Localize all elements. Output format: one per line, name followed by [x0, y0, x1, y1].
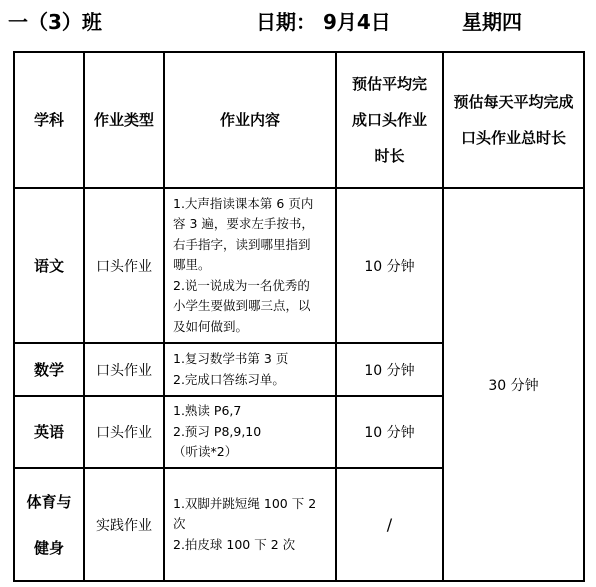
duration-cell: /	[336, 468, 443, 581]
content-cell	[164, 188, 336, 343]
content-line: 2.拍皮球 100 下 2 次	[173, 536, 296, 552]
header-avg-time-line: 时长	[374, 147, 405, 165]
type-cell: 实践作业	[84, 468, 164, 581]
type-cell: 口头作业	[84, 343, 164, 396]
subject-cell: 数学	[14, 343, 84, 396]
subject-line: 健身	[33, 538, 64, 557]
homework-table	[13, 51, 585, 582]
header-content: 作业内容	[164, 52, 336, 188]
header-subject: 学科	[14, 52, 84, 188]
content-line: 右手指字，读到哪里指到	[173, 236, 311, 252]
content-line: 2.完成口答练习单。	[173, 371, 285, 387]
subject-cell	[14, 468, 84, 581]
class-name: 一（3）班	[8, 10, 102, 34]
header-daily-total-line: 口头作业总时长	[460, 129, 566, 147]
subject-cell: 英语	[14, 396, 84, 468]
header-type: 作业类型	[84, 52, 164, 188]
header-daily-total	[443, 52, 584, 188]
daily-total-cell: 30 分钟	[443, 188, 584, 581]
date-label: 日期： 9月4日	[256, 10, 391, 34]
content-line: 哪里。	[173, 257, 211, 273]
content-line: 2.预习 P8,9,10	[173, 423, 262, 439]
weekday-label: 星期四	[462, 10, 522, 34]
content-line: 及如何做到。	[173, 318, 249, 334]
header-avg-time-line: 成口头作业	[351, 111, 427, 129]
table-header-row	[14, 52, 584, 188]
content-cell	[164, 396, 336, 468]
header-avg-time	[336, 52, 443, 188]
type-cell: 口头作业	[84, 188, 164, 343]
subject-cell: 语文	[14, 188, 84, 343]
content-line: 小学生要做到哪三点，以	[173, 298, 311, 314]
content-line: 1.复习数学书第 3 页	[173, 351, 289, 366]
type-cell: 口头作业	[84, 396, 164, 468]
content-cell	[164, 468, 336, 581]
content-line: 次	[173, 516, 186, 532]
content-line: 1.熟读 P6,7	[173, 403, 242, 419]
header-avg-time-line: 预估平均完	[351, 75, 427, 93]
header-daily-total-line: 预估每天平均完成	[453, 93, 574, 111]
content-line: 2.说一说成为一名优秀的	[173, 277, 310, 293]
content-line: （听读*2）	[173, 444, 238, 460]
content-line: 容 3 遍，要求左手按书，	[173, 216, 314, 232]
content-cell	[164, 343, 336, 396]
content-line: 1.双脚并跳短绳 100 下 2	[173, 495, 317, 511]
duration-cell: 10 分钟	[336, 188, 443, 343]
subject-line: 体育与	[26, 492, 72, 511]
table-row	[14, 188, 584, 343]
page-header	[0, 6, 596, 40]
content-line: 1.大声指读课本第 6 页内	[173, 195, 314, 211]
duration-cell: 10 分钟	[336, 343, 443, 396]
duration-cell: 10 分钟	[336, 396, 443, 468]
